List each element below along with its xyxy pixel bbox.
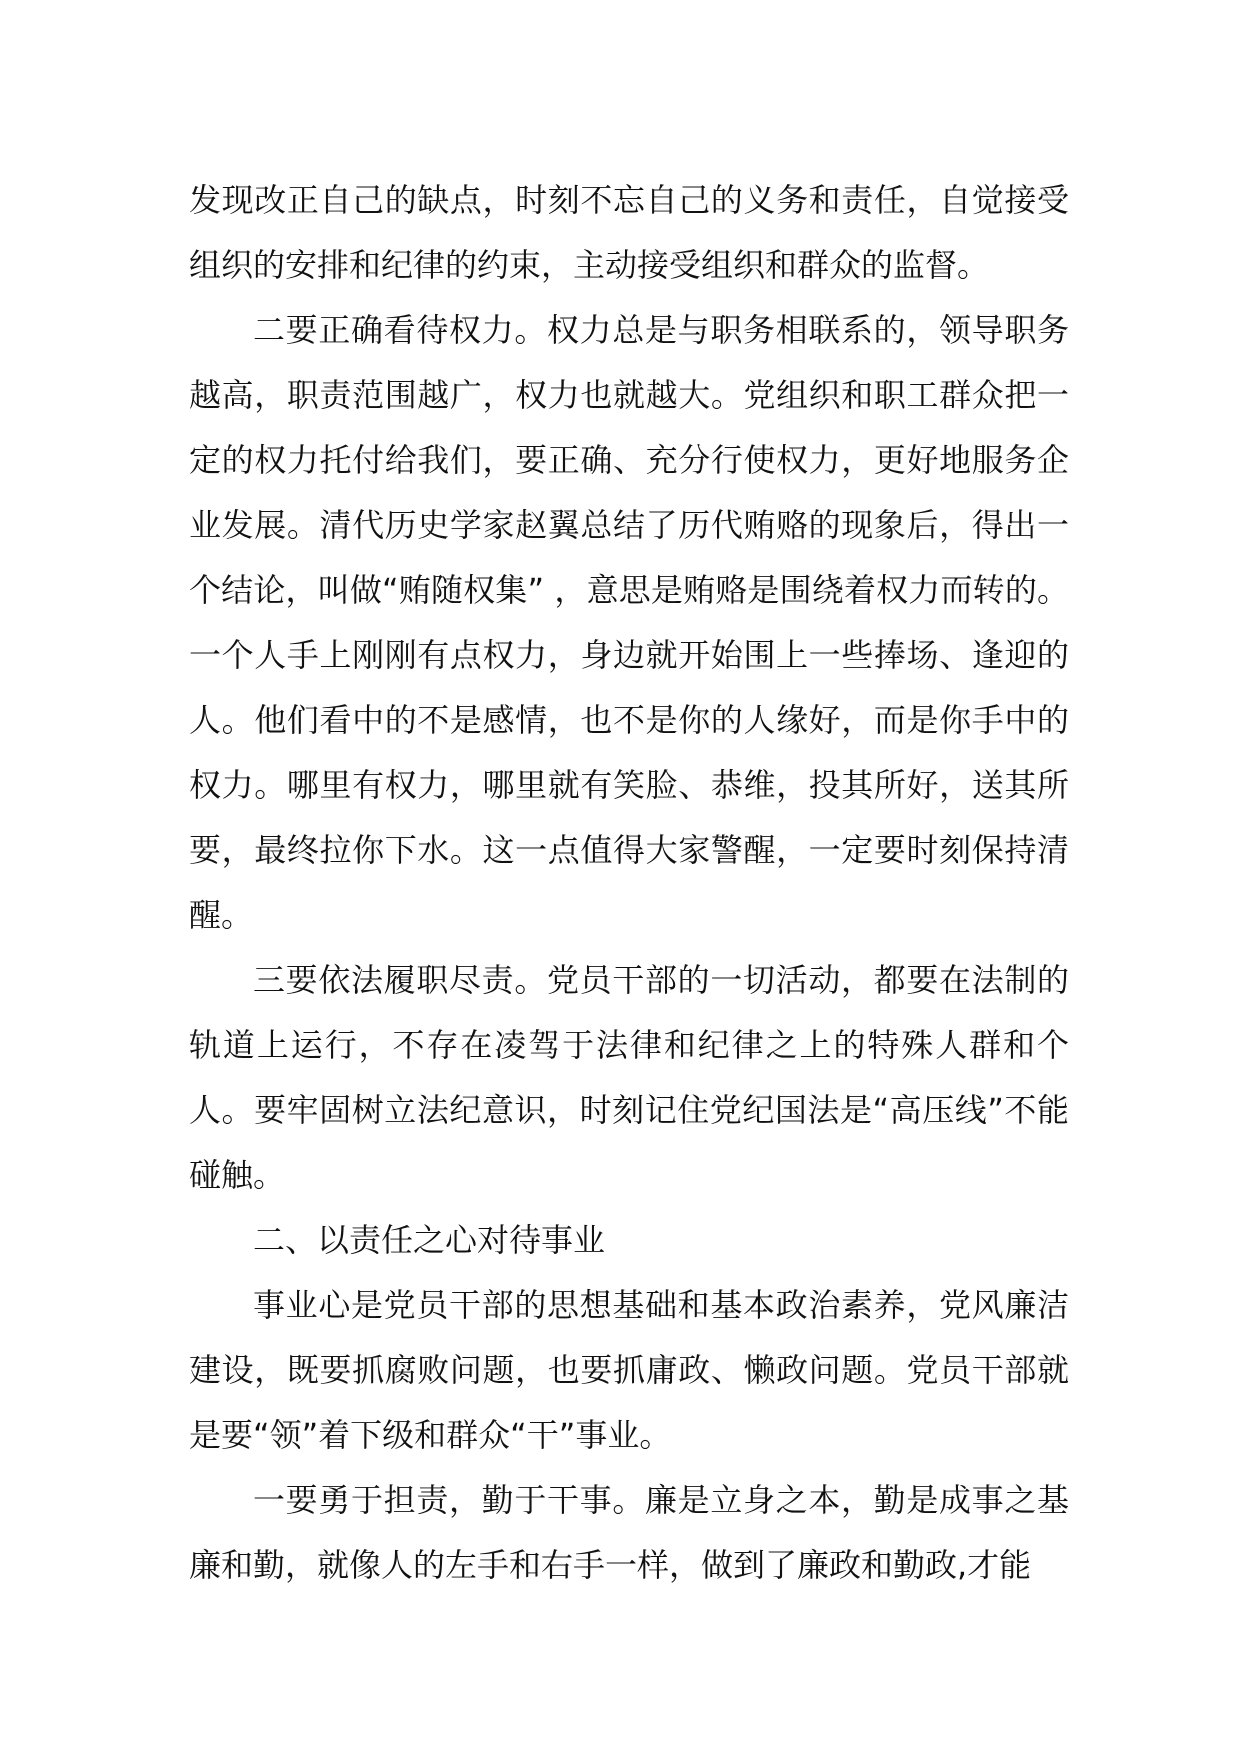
section-heading: 二、以责任之心对待事业 <box>253 1221 606 1259</box>
paragraph-diligent: 一要勇于担责，勤于干事。廉是立身之本，勤是成事之基廉和勤，就像人的左手和右手一样，做到了廉政和勤政,才能 <box>189 1481 1069 1584</box>
paragraph-career: 事业心是党员干部的思想基础和基本政治素养，党风廉洁建设，既要抓腐败问题，也要抓庸政、懒政问题。党员干部就是要“领”着下级和群众“干”事业。 <box>189 1286 1069 1454</box>
paragraph-continued: 发现改正自己的缺点，时刻不忘自己的义务和责任，自觉接受组织的安排和纪律的约束，主动接受组织和群众的监督。 <box>189 181 1069 284</box>
paragraph-power: 二要正确看待权力。权力总是与职务相联系的，领导职务越高，职责范围越广，权力也就越大。党组织和职工群众把一定的权力托付给我们，要正确、充分行使权力，更好地服务企业发展。清代历史学家赵翼总结了历代贿赂的现象后，得出一个结论，叫做“贿随权集” ，意思是贿赂是围绕着权力而转的。一个人手上刚刚有点权力，身边就开始围上一些捧场、逢迎的人。他们看中的不是感情，也不是你的人缘好，而是你手中的权力。哪里有权力，哪里就有笑脸、恭维，投其所好，送其所要，最终拉你下水。这一点值得大家警醒，一定要时刻保持清醒。 <box>189 311 1069 934</box>
document-body <box>189 168 1069 1598</box>
paragraph-law: 三要依法履职尽责。党员干部的一切活动，都要在法制的轨道上运行，不存在凌驾于法律和纪律之上的特殊人群和个人。要牢固树立法纪意识，时刻记住党纪国法是“高压线”不能碰触。 <box>189 961 1069 1194</box>
